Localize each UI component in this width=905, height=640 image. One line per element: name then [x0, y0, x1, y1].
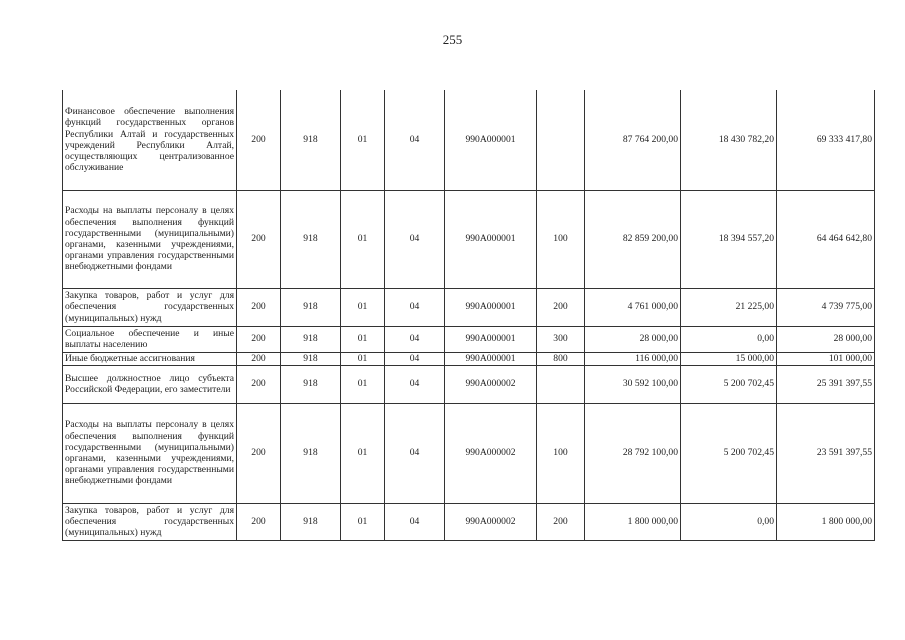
cell-code: 01	[341, 288, 385, 326]
cell-amount: 28 792 100,00	[585, 403, 681, 503]
table-row	[63, 403, 875, 503]
cell-amount: 5 200 702,45	[681, 403, 777, 503]
table-row	[63, 326, 875, 352]
cell-target-code: 990А000001	[445, 190, 537, 288]
cell-code: 918	[281, 403, 341, 503]
table-row	[63, 365, 875, 403]
cell-amount: 116 000,00	[585, 352, 681, 365]
cell-amount: 82 859 200,00	[585, 190, 681, 288]
cell-code: 918	[281, 503, 341, 540]
cell-expense-type: 100	[537, 190, 585, 288]
cell-target-code: 990А000002	[445, 403, 537, 503]
cell-code: 200	[237, 403, 281, 503]
cell-amount: 30 592 100,00	[585, 365, 681, 403]
cell-code: 918	[281, 326, 341, 352]
row-name: Высшее должностное лицо субъекта Российской Федерации, его заместители	[63, 365, 237, 403]
cell-code: 200	[237, 503, 281, 540]
cell-amount: 28 000,00	[777, 326, 875, 352]
cell-code: 200	[237, 352, 281, 365]
cell-amount: 25 391 397,55	[777, 365, 875, 403]
cell-code: 200	[237, 90, 281, 190]
cell-code: 01	[341, 503, 385, 540]
cell-expense-type: 100	[537, 403, 585, 503]
cell-amount: 101 000,00	[777, 352, 875, 365]
cell-code: 01	[341, 90, 385, 190]
cell-expense-type: 200	[537, 288, 585, 326]
cell-code: 04	[385, 365, 445, 403]
cell-code: 918	[281, 190, 341, 288]
cell-amount: 15 000,00	[681, 352, 777, 365]
cell-amount: 69 333 417,80	[777, 90, 875, 190]
cell-code: 04	[385, 352, 445, 365]
table-row	[63, 288, 875, 326]
cell-code: 01	[341, 190, 385, 288]
cell-code: 04	[385, 503, 445, 540]
cell-code: 918	[281, 352, 341, 365]
cell-target-code: 990А000001	[445, 352, 537, 365]
cell-amount: 28 000,00	[585, 326, 681, 352]
cell-amount: 64 464 642,80	[777, 190, 875, 288]
cell-code: 04	[385, 326, 445, 352]
cell-code: 918	[281, 288, 341, 326]
cell-code: 918	[281, 365, 341, 403]
cell-amount: 1 800 000,00	[777, 503, 875, 540]
cell-amount: 18 394 557,20	[681, 190, 777, 288]
budget-table	[62, 90, 875, 541]
cell-target-code: 990А000002	[445, 365, 537, 403]
cell-amount: 21 225,00	[681, 288, 777, 326]
cell-amount: 18 430 782,20	[681, 90, 777, 190]
cell-code: 01	[341, 403, 385, 503]
row-name: Расходы на выплаты персоналу в целях обеспечения выполнения функций государственными (муниципальными) органами, казенными учреждениями, органами управления государственными внебюджетными фондами	[63, 403, 237, 503]
cell-amount: 0,00	[681, 326, 777, 352]
cell-amount: 4 761 000,00	[585, 288, 681, 326]
row-name: Расходы на выплаты персоналу в целях обеспечения выполнения функций государственными (муниципальными) органами, казенными учреждениями, органами управления государственными внебюджетными фондами	[63, 190, 237, 288]
cell-amount: 87 764 200,00	[585, 90, 681, 190]
row-name: Социальное обеспечение и иные выплаты населению	[63, 326, 237, 352]
cell-code: 200	[237, 365, 281, 403]
table-row	[63, 190, 875, 288]
cell-code: 01	[341, 365, 385, 403]
table-row	[63, 90, 875, 190]
cell-code: 200	[237, 190, 281, 288]
cell-expense-type: 200	[537, 503, 585, 540]
cell-amount: 0,00	[681, 503, 777, 540]
cell-code: 200	[237, 288, 281, 326]
row-name: Закупка товаров, работ и услуг для обеспечения государственных (муниципальных) нужд	[63, 288, 237, 326]
cell-code: 04	[385, 90, 445, 190]
cell-target-code: 990А000001	[445, 90, 537, 190]
cell-target-code: 990А000001	[445, 288, 537, 326]
cell-amount: 5 200 702,45	[681, 365, 777, 403]
table-row	[63, 352, 875, 365]
cell-expense-type	[537, 90, 585, 190]
cell-amount: 4 739 775,00	[777, 288, 875, 326]
row-name: Финансовое обеспечение выполнения функций государственных органов Республики Алтай и государственных учреждений Республики Алтай, осуществляющих централизованное обслуживание	[63, 90, 237, 190]
row-name: Иные бюджетные ассигнования	[63, 352, 237, 365]
cell-expense-type	[537, 365, 585, 403]
cell-code: 01	[341, 326, 385, 352]
cell-code: 04	[385, 403, 445, 503]
cell-expense-type: 300	[537, 326, 585, 352]
page-number: 255	[442, 32, 463, 47]
cell-target-code: 990А000002	[445, 503, 537, 540]
cell-code: 01	[341, 352, 385, 365]
cell-code: 918	[281, 90, 341, 190]
cell-code: 200	[237, 326, 281, 352]
cell-expense-type: 800	[537, 352, 585, 365]
table-row	[63, 503, 875, 540]
cell-target-code: 990А000001	[445, 326, 537, 352]
cell-code: 04	[385, 190, 445, 288]
row-name: Закупка товаров, работ и услуг для обеспечения государственных (муниципальных) нужд	[63, 503, 237, 540]
cell-amount: 1 800 000,00	[585, 503, 681, 540]
cell-code: 04	[385, 288, 445, 326]
cell-amount: 23 591 397,55	[777, 403, 875, 503]
